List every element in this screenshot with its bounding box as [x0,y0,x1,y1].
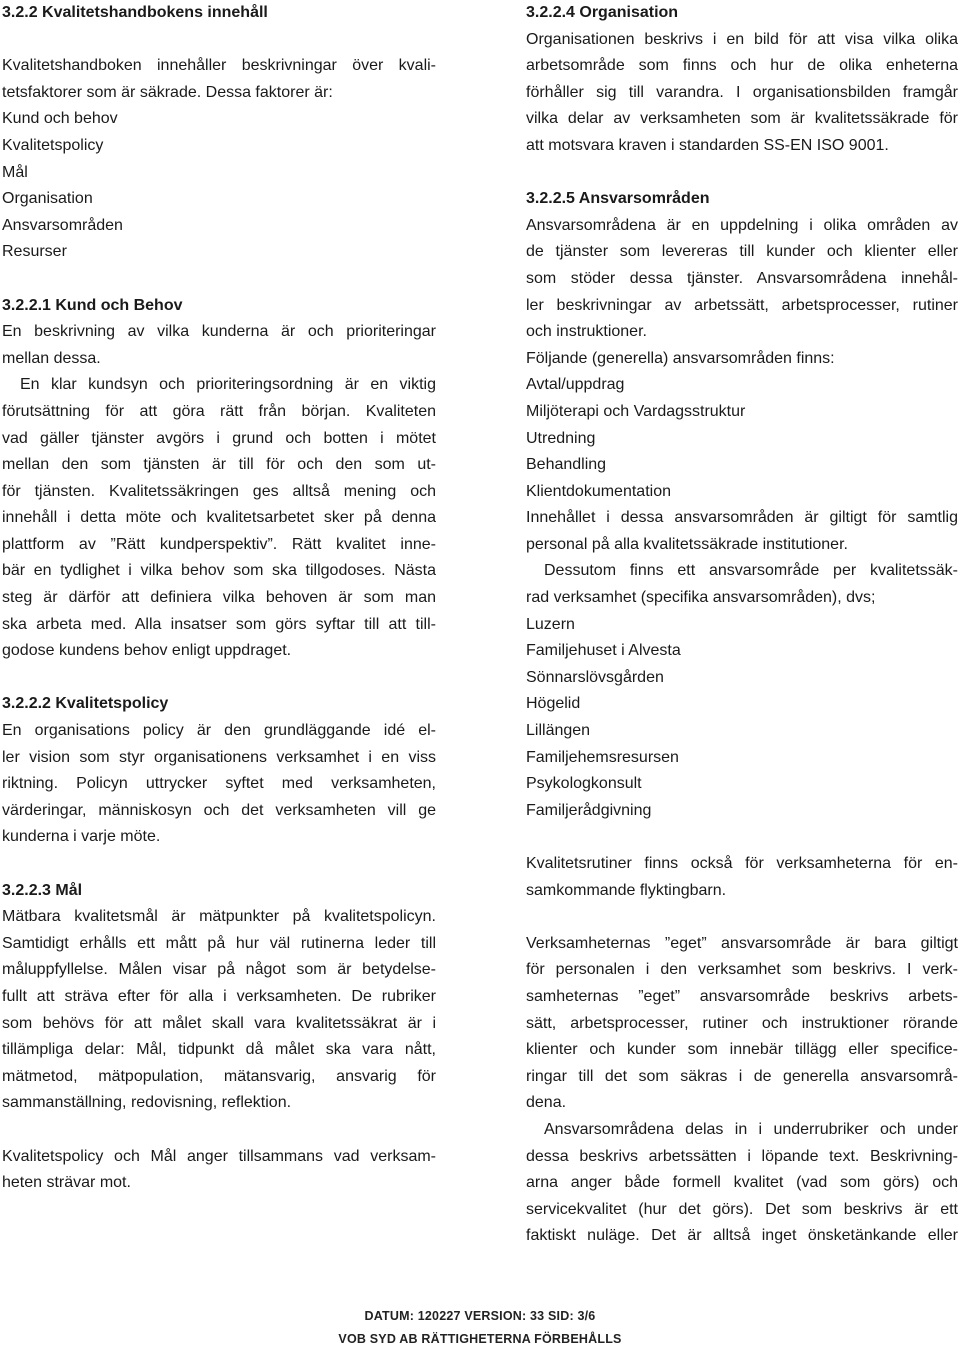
list-item: Klientdokumentation [526,482,671,500]
paragraph-line: faktiskt nuläge. Det är alltså inget önsketänkande eller [526,1227,958,1245]
paragraph-line: mellan dessa. [2,349,101,367]
paragraph-line: värderingar, människosyn och det verksamheten vill ge [2,801,436,819]
list-item: Behandling [526,456,607,474]
paragraph-line: förhåller sig till varandra. I organisationsbilden framgår [526,83,958,101]
paragraph-line: riktning. Policyn uttrycker syftet med verksamheten, [2,775,436,793]
list-item: Avtal/uppdrag [526,376,625,394]
list-item: Kund och behov [2,110,118,128]
paragraph-line: sätt, arbetsprocesser, rutiner och instruktioner rörande [526,1014,958,1032]
section-heading-3-2-2-4: 3.2.2.4 Organisation [526,4,679,21]
list-item: Familjerådgivning [526,801,652,819]
paragraph-line: klienter och kunder som innebär tillägg eller specifice- [526,1041,958,1059]
list-item: Psykologkonsult [526,775,642,793]
paragraph-line: måluppfyllelse. Målen visar på något som är betydelse- [2,961,436,979]
list-item: Familjehemsresursen [526,748,679,766]
paragraph-line: för tjänsten. Kvalitetssäkringen ges alltså mening och [2,482,436,500]
paragraph-line: arna anger både formell kvalitet (vad som görs) och [526,1174,958,1192]
paragraph-line: heten strävar mot. [2,1174,131,1192]
paragraph-line: Kvalitetspolicy och Mål anger tillsammans vad verksam- [2,1147,436,1165]
paragraph-line: Kvalitetsrutiner finns också för verksamheterna för en- [526,855,958,872]
paragraph-line: dena. [526,1094,567,1112]
right-column [526,0,958,1250]
section-heading-3-2-2: 3.2.2 Kvalitetshandbokens innehåll [2,4,268,21]
list-item: Resurser [2,243,67,261]
paragraph-line: samkommande flyktingbarn. [526,881,727,899]
paragraph-line: Verksamheternas ”eget” ansvarsområde är bara giltigt [526,934,958,952]
list-item: Ansvarsområden [2,216,123,234]
paragraph-line: rad verksamhet (specifika ansvarsområden), dvs; [526,589,876,607]
paragraph-line: dessa beskrivs arbetssätten i löpande text. Beskrivning- [526,1147,958,1165]
paragraph-line: kunderna i varje möte. [2,828,161,846]
section-heading-3-2-2-3: 3.2.2.3 Mål [2,881,83,899]
paragraph-line: ringar till det som säkras i de generella ansvarsområ- [526,1067,958,1085]
paragraph-line: Innehållet i dessa ansvarsområden är giltigt för samtlig [526,509,958,527]
list-item: Miljöterapi och Vardagsstruktur [526,402,746,420]
paragraph-line: steg är därför att definiera vilka behoven är som man [2,589,436,607]
paragraph-line: innehåll i detta möte och kvalitetsarbetet sker på denna [2,509,436,527]
list-item: Sönnarslövsgården [526,668,664,686]
paragraph-line: som behövs för att målet skall vara kvalitetssäkrat är i [2,1014,436,1032]
paragraph-line: och instruktioner. [526,323,647,341]
paragraph-line: fullt att sträva efter för alla i verksamheten. De rubriker [2,987,436,1005]
list-item: Luzern [526,615,575,633]
paragraph-line: att motsvara kraven i standarden SS-EN ISO 9001. [526,136,889,154]
paragraph-line: bär en tydlighet i vilka behov som ska tillgodoses. Nästa [2,562,436,580]
paragraph-line: servicekvalitet (hur det görs). Det som beskrivs är ett [526,1200,958,1218]
paragraph-line: En organisations policy är den grundläggande idé el- [2,722,436,740]
list-item: Högelid [526,695,581,713]
paragraph-line: vad gäller tjänster avgörs i grund och botten i mötet [2,429,436,447]
paragraph-line: vilka delar av verksamheten som är kvalitetssäkrade för [526,110,958,128]
paragraph-line: Ansvarsområdena delas in i underrubriker och under [544,1120,958,1138]
general-area-list [526,372,958,505]
paragraph-line: mellan den som tjänsten är till för och den som ut- [2,456,436,474]
paragraph-line: mätmetod, mätpopulation, mätansvarig, ansvarig för [2,1067,436,1085]
list-item: Organisation [2,190,93,208]
paragraph-line: samheternas ”eget” ansvarsområde beskrivs arbets- [526,987,958,1005]
paragraph-line: Dessutom finns ett ansvarsområde per kvalitetssäk- [544,562,958,580]
paragraph-line: Följande (generella) ansvarsområden finns: [526,349,835,367]
paragraph-line: godose kundens behov enligt uppdraget. [2,642,292,660]
list-item: Kvalitetspolicy [2,136,104,154]
left-column [2,0,436,1197]
section-heading-3-2-2-1: 3.2.2.1 Kund och Behov [2,296,183,314]
list-item: Lillängen [526,722,591,740]
paragraph-line: Samtidigt erhålls ett mått på hur väl rutinerna leder till [2,934,436,952]
paragraph-line: för personalen i den verksamhet som beskrivs. I verk- [526,961,958,979]
paragraph-line: tillämpliga delar: Mål, tidpunkt då målet ska vara nått, [2,1041,436,1059]
paragraph-line: En beskrivning av vilka kunderna är och prioriteringar [2,323,436,341]
paragraph-line: Ansvarsområdena är en uppdelning i olika områden av [526,216,958,234]
paragraph-line: som stöder dessa tjänster. Ansvarsområdena innehål- [526,269,958,287]
paragraph-line: ler vision som styr organisationens verksamhet i en viss [2,748,436,766]
paragraph-line: arbetsområde som finns och hur de olika enheterna [526,57,958,75]
footer-version-line: DATUM: 120227 VERSION: 33 SID: 3/6 [364,1309,596,1323]
section-heading-3-2-2-5: 3.2.2.5 Ansvarsområden [526,190,710,208]
paragraph-line: tetsfaktorer som är säkrade. Dessa faktorer är: [2,83,333,101]
paragraph-line: Kvalitetshandboken innehåller beskrivningar över kvali- [2,57,436,75]
paragraph-line: En klar kundsyn och prioriteringsordning är en viktig [20,376,436,394]
list-item: Mål [2,163,28,181]
paragraph-line: Mätbara kvalitetsmål är mätpunkter på kvalitetspolicyn. [2,908,436,926]
paragraph-line: de tjänster som levereras till kunder och klienter eller [526,243,958,261]
paragraph-line: personal på alla kvalitetssäkrade institutioner. [526,535,848,553]
paragraph-line: förutsättning för att göra rätt från början. Kvaliteten [2,402,436,420]
paragraph-line: plattform av ”Rätt kundperspektiv”. Rätt kvalitet inne- [2,535,436,553]
factor-list [2,106,436,266]
section-heading-3-2-2-2: 3.2.2.2 Kvalitetspolicy [2,695,169,713]
footer-rights-line: VOB SYD AB RÄTTIGHETERNA FÖRBEHÅLLS [338,1332,622,1346]
paragraph-line: sammanställning, redovisning, reflektion. [2,1094,292,1112]
specific-area-list [526,612,958,825]
paragraph-line: ler beskrivningar av arbetssätt, arbetsprocesser, rutiner [526,296,958,314]
paragraph-line: Organisationen beskrivs i en bild för att visa vilka olika [526,30,958,48]
list-item: Utredning [526,429,596,447]
paragraph-line: ska arbeta med. Alla insatser som görs syftar till att till- [2,615,436,633]
list-item: Familjehuset i Alvesta [526,642,681,660]
